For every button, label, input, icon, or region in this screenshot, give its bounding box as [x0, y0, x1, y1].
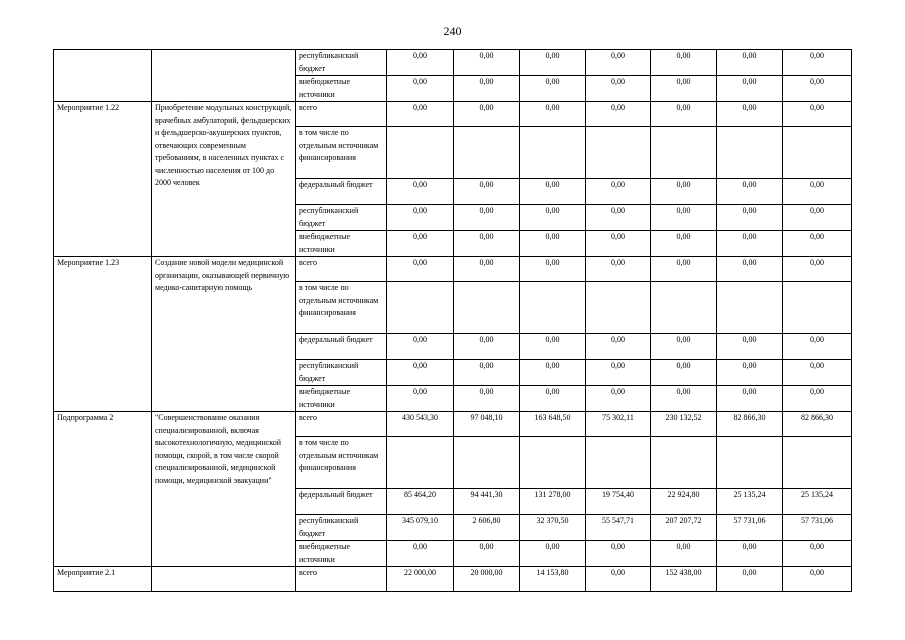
table-row: [54, 257, 852, 282]
cell-value: 0,00: [520, 179, 586, 205]
cell-funding-source: всего: [296, 412, 387, 437]
cell-value: 0,00: [586, 179, 651, 205]
cell-value: 0,00: [651, 102, 717, 127]
cell-value: 0,00: [586, 567, 651, 592]
cell-value: [586, 282, 651, 334]
cell-funding-source: внебюджетные источники: [296, 76, 387, 102]
cell-value: 0,00: [454, 257, 520, 282]
cell-value: 57 731,06: [783, 515, 852, 541]
cell-value: 55 547,71: [586, 515, 651, 541]
cell-value: 0,00: [387, 360, 454, 386]
cell-value: 0,00: [520, 102, 586, 127]
cell-value: [520, 282, 586, 334]
cell-value: 0,00: [586, 386, 651, 412]
cell-value: 0,00: [387, 205, 454, 231]
cell-value: 0,00: [586, 541, 651, 567]
cell-value: 0,00: [717, 205, 783, 231]
cell-value: [454, 437, 520, 489]
cell-value: 2 606,80: [454, 515, 520, 541]
cell-value: 94 441,30: [454, 489, 520, 515]
cell-value: 0,00: [651, 360, 717, 386]
cell-value: 0,00: [717, 102, 783, 127]
cell-value: 0,00: [454, 334, 520, 360]
cell-funding-source: федеральный бюджет: [296, 489, 387, 515]
cell-value: 131 278,00: [520, 489, 586, 515]
budget-table: [53, 49, 852, 592]
cell-value: 85 464,20: [387, 489, 454, 515]
cell-funding-source: всего: [296, 257, 387, 282]
cell-value: 0,00: [454, 50, 520, 76]
cell-value: 0,00: [387, 386, 454, 412]
cell-value: 0,00: [454, 231, 520, 257]
cell-value: 0,00: [454, 205, 520, 231]
cell-value: 345 079,10: [387, 515, 454, 541]
cell-value: 0,00: [586, 102, 651, 127]
table-row: [54, 567, 852, 592]
cell-value: [520, 127, 586, 179]
cell-value: 0,00: [520, 360, 586, 386]
cell-value: 22 000,00: [387, 567, 454, 592]
cell-value: [783, 282, 852, 334]
cell-funding-source: федеральный бюджет: [296, 334, 387, 360]
cell-value: [651, 282, 717, 334]
cell-value: 0,00: [387, 50, 454, 76]
cell-funding-source: республиканский бюджет: [296, 205, 387, 231]
cell-value: 75 302,11: [586, 412, 651, 437]
cell-value: 0,00: [783, 76, 852, 102]
cell-value: 19 754,40: [586, 489, 651, 515]
cell-value: 0,00: [586, 360, 651, 386]
cell-value: 0,00: [783, 231, 852, 257]
cell-value: 0,00: [586, 334, 651, 360]
cell-value: [387, 127, 454, 179]
cell-value: 0,00: [651, 205, 717, 231]
cell-value: 14 153,80: [520, 567, 586, 592]
cell-value: 0,00: [651, 257, 717, 282]
cell-value: [783, 127, 852, 179]
cell-value: [454, 127, 520, 179]
cell-value: 0,00: [454, 386, 520, 412]
cell-item-description: "Совершенствование оказания специализированной, включая высокотехнологичную, медицинской помощи, скорой, в том числе скорой специализированной, медицинской помощи, медицинской эвакуации": [152, 412, 296, 567]
cell-value: 32 370,50: [520, 515, 586, 541]
cell-item-name: Мероприятие 1.23: [54, 257, 152, 412]
cell-value: 0,00: [520, 257, 586, 282]
cell-value: [717, 127, 783, 179]
cell-funding-source: республиканский бюджет: [296, 360, 387, 386]
cell-value: [717, 282, 783, 334]
cell-value: 0,00: [454, 541, 520, 567]
cell-item-description: Создание новой модели медицинской организации, оказывающей первичную медико-санитарную помощь: [152, 257, 296, 412]
cell-item-name: Мероприятие 2.1: [54, 567, 152, 592]
cell-value: [387, 437, 454, 489]
cell-value: 0,00: [717, 386, 783, 412]
cell-item-name: [54, 50, 152, 102]
cell-value: 0,00: [651, 231, 717, 257]
cell-value: 0,00: [783, 50, 852, 76]
cell-value: 0,00: [387, 257, 454, 282]
cell-value: 0,00: [387, 334, 454, 360]
cell-value: [454, 282, 520, 334]
cell-value: 25 135,24: [783, 489, 852, 515]
cell-value: 97 048,10: [454, 412, 520, 437]
cell-item-description: Приобретение модульных конструкций, врачебных амбулаторий, фельдшерских и фельдшерско-акушерских пунктов, отвечающих современным требованиям, в населенных пунктах с численностью населения от 100 до 2000 человек: [152, 102, 296, 257]
cell-value: [387, 282, 454, 334]
cell-value: 0,00: [520, 205, 586, 231]
table-row: [54, 412, 852, 437]
cell-value: [717, 437, 783, 489]
cell-item-description: [152, 567, 296, 592]
table-row: [54, 50, 852, 76]
cell-value: 0,00: [586, 205, 651, 231]
cell-value: 0,00: [651, 334, 717, 360]
cell-value: 0,00: [586, 76, 651, 102]
cell-value: 0,00: [717, 76, 783, 102]
cell-value: 0,00: [520, 50, 586, 76]
cell-value: 0,00: [783, 360, 852, 386]
cell-value: 20 000,00: [454, 567, 520, 592]
cell-value: 0,00: [783, 205, 852, 231]
cell-value: 0,00: [586, 50, 651, 76]
cell-funding-source: всего: [296, 567, 387, 592]
cell-funding-source: в том числе по отдельным источникам финансирования: [296, 127, 387, 179]
cell-funding-source: федеральный бюджет: [296, 179, 387, 205]
cell-item-name: Подпрограмма 2: [54, 412, 152, 567]
cell-funding-source: в том числе по отдельным источникам финансирования: [296, 437, 387, 489]
cell-item-description: [152, 50, 296, 102]
cell-value: 207 207,72: [651, 515, 717, 541]
cell-value: 0,00: [651, 76, 717, 102]
cell-value: 0,00: [783, 567, 852, 592]
cell-value: 0,00: [651, 541, 717, 567]
cell-value: [520, 437, 586, 489]
cell-value: 57 731,06: [717, 515, 783, 541]
cell-value: 0,00: [783, 102, 852, 127]
cell-funding-source: внебюджетные источники: [296, 541, 387, 567]
cell-value: [651, 437, 717, 489]
cell-value: 0,00: [783, 541, 852, 567]
cell-value: 152 438,00: [651, 567, 717, 592]
cell-value: 0,00: [520, 334, 586, 360]
cell-value: 0,00: [783, 334, 852, 360]
cell-value: 0,00: [717, 334, 783, 360]
cell-value: 0,00: [651, 179, 717, 205]
cell-funding-source: в том числе по отдельным источникам финансирования: [296, 282, 387, 334]
cell-value: 0,00: [717, 179, 783, 205]
cell-funding-source: республиканский бюджет: [296, 515, 387, 541]
cell-value: 0,00: [586, 231, 651, 257]
cell-value: 0,00: [520, 541, 586, 567]
cell-value: 0,00: [717, 360, 783, 386]
cell-value: 0,00: [454, 76, 520, 102]
cell-value: 0,00: [387, 102, 454, 127]
cell-value: 25 135,24: [717, 489, 783, 515]
cell-value: 0,00: [717, 567, 783, 592]
cell-value: 82 866,30: [717, 412, 783, 437]
cell-value: 0,00: [586, 257, 651, 282]
cell-value: [586, 127, 651, 179]
cell-value: 0,00: [783, 257, 852, 282]
cell-value: [783, 437, 852, 489]
cell-value: 0,00: [387, 231, 454, 257]
cell-funding-source: внебюджетные источники: [296, 386, 387, 412]
cell-value: 22 924,80: [651, 489, 717, 515]
cell-value: 0,00: [387, 179, 454, 205]
cell-value: 82 866,30: [783, 412, 852, 437]
cell-value: [651, 127, 717, 179]
cell-value: 0,00: [717, 50, 783, 76]
cell-value: 0,00: [454, 102, 520, 127]
cell-value: 0,00: [387, 541, 454, 567]
page-number: 240: [443, 24, 462, 38]
cell-value: 0,00: [783, 386, 852, 412]
table-row: [54, 102, 852, 127]
cell-value: 0,00: [387, 76, 454, 102]
cell-value: 0,00: [520, 386, 586, 412]
cell-value: [586, 437, 651, 489]
cell-funding-source: внебюджетные источники: [296, 231, 387, 257]
cell-value: 0,00: [717, 231, 783, 257]
cell-funding-source: республиканский бюджет: [296, 50, 387, 76]
cell-value: 0,00: [651, 50, 717, 76]
cell-value: 230 132,52: [651, 412, 717, 437]
cell-value: 0,00: [717, 541, 783, 567]
cell-value: 163 648,50: [520, 412, 586, 437]
cell-value: 0,00: [454, 360, 520, 386]
cell-value: 0,00: [651, 386, 717, 412]
cell-value: 0,00: [454, 179, 520, 205]
cell-value: 0,00: [783, 179, 852, 205]
cell-value: 0,00: [520, 231, 586, 257]
cell-item-name: Мероприятие 1.22: [54, 102, 152, 257]
cell-value: 0,00: [520, 76, 586, 102]
cell-value: 430 543,30: [387, 412, 454, 437]
cell-funding-source: всего: [296, 102, 387, 127]
cell-value: 0,00: [717, 257, 783, 282]
